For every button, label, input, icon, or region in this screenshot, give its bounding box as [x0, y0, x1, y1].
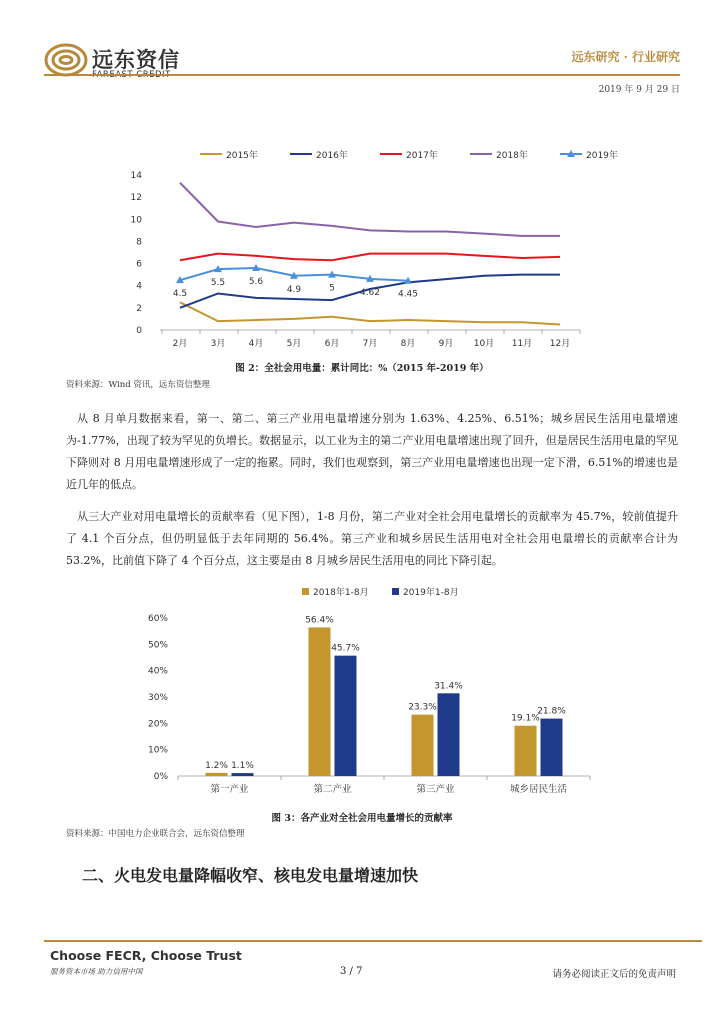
- y-tick-label: 30%: [147, 693, 168, 703]
- legend-label-2018年1-8月: 2018年1-8月: [313, 588, 369, 598]
- y-tick-label: 40%: [147, 666, 168, 677]
- bar-label: 45.7%: [331, 643, 360, 654]
- y-tick-label: 10: [130, 215, 142, 226]
- y-tick-label: 8: [136, 237, 142, 248]
- figure2-source: 资料来源：Wind 资讯，远东资信整理: [66, 380, 210, 390]
- series-line-2015年: [180, 302, 560, 324]
- bar-2019年1-8月: [232, 773, 254, 776]
- figure3-source: 资料来源：中国电力企业联合会，远东资信整理: [66, 829, 245, 839]
- footer-slogan: Choose FECR, Choose Trust: [50, 948, 242, 963]
- y-tick-label: 6: [136, 259, 142, 270]
- header-divider: [44, 74, 680, 76]
- legend-label-2019年1-8月: 2019年1-8月: [403, 588, 459, 598]
- legend-swatch-2019年1-8月: [392, 588, 399, 595]
- x-tick-label: 8月: [400, 339, 416, 349]
- bar-2019年1-8月: [335, 656, 357, 776]
- data-label: 4.45: [397, 289, 419, 300]
- x-tick-label: 2月: [172, 339, 188, 349]
- legend-label-2019年: 2019年: [586, 151, 618, 161]
- x-tick-label: 第三产业: [416, 784, 455, 795]
- bar-2019年1-8月: [541, 719, 563, 776]
- x-tick-label: 第一产业: [210, 784, 249, 795]
- data-label: 4.62: [359, 287, 381, 298]
- bar-2018年1-8月: [412, 715, 434, 776]
- y-tick-label: 0%: [153, 772, 168, 782]
- bar-label: 56.4%: [305, 615, 334, 626]
- bar-label: 1.1%: [231, 761, 254, 772]
- legend-label-2015年: 2015年: [226, 151, 258, 161]
- y-tick-label: 14: [130, 171, 142, 181]
- bar-2019年1-8月: [438, 693, 460, 776]
- bar-2018年1-8月: [309, 627, 331, 776]
- x-tick-label: 第二产业: [313, 784, 352, 795]
- data-label: 4.5: [172, 289, 188, 300]
- data-label: 5.6: [248, 277, 264, 287]
- x-tick-label: 9月: [438, 339, 454, 349]
- legend-swatch-2018年1-8月: [302, 588, 309, 595]
- y-tick-label: 10%: [147, 745, 168, 756]
- y-tick-label: 12: [130, 193, 142, 204]
- x-tick-label: 5月: [286, 339, 302, 349]
- bar-label: 1.2%: [205, 760, 228, 771]
- paragraph-2: 从三大产业对用电量增长的贡献率看（见下图），1-8 月份，第二产业对全社会用电量增长的贡献率为 45.7%，较前值提升了 4.1 个百分点，但仍明显低于去年同期的 56.4%。第三产业和城乡居民生活用电对全社会用电量增长的贡献率合计为 53.2%，比前值下降了 4 个百分点，这主要是由 8 月城乡居民生活用电的同比下降引起。: [66, 510, 678, 567]
- bar-2018年1-8月: [515, 726, 537, 776]
- brand-name: 远东资信: [92, 48, 180, 72]
- x-tick-label: 4月: [248, 339, 264, 349]
- bar-label: 21.8%: [537, 706, 566, 717]
- figure3-caption: 图 3：各产业对全社会用电量增长的贡献率: [271, 813, 453, 824]
- y-tick-label: 20%: [147, 719, 168, 730]
- paragraph-1: 从 8 月单月数据来看，第一、第二、第三产业用电量增速分别为 1.63%、4.25%、6.51%；城乡居民生活用电量增速为-1.77%，出现了较为罕见的负增长。数据显示，以工业为主的第二产业用电量增速出现了回升，但是居民生活用电量的罕见下降则对 8 月用电量增速形成了一定的拖累。同时，我们也观察到，第三产业用电量增速也出现一定下滑，6.51%的增速也是近几年的低点。: [66, 412, 678, 491]
- y-tick-label: 50%: [147, 640, 168, 651]
- data-label: 5.5: [210, 278, 226, 289]
- legend-label-2017年: 2017年: [406, 151, 438, 161]
- data-label: 5: [329, 283, 335, 294]
- footer-tagline: 服务资本市场 助力信用中国: [50, 967, 143, 976]
- y-tick-label: 0: [136, 326, 142, 336]
- brand-logo-icon: [44, 42, 88, 78]
- y-tick-label: 4: [136, 281, 142, 292]
- y-tick-label: 2: [136, 303, 142, 314]
- bar-label: 19.1%: [511, 713, 540, 724]
- x-tick-label: 7月: [362, 339, 378, 349]
- bar-chart-contribution: [130, 580, 600, 805]
- footer-disclaimer: 请务必阅读正文后的免责声明: [552, 969, 676, 980]
- x-tick-label: 3月: [210, 339, 226, 349]
- line-chart-electricity: [130, 140, 618, 355]
- legend-label-2016年: 2016年: [316, 151, 348, 161]
- series-line-2017年: [180, 254, 560, 261]
- x-tick-label: 10月: [473, 339, 495, 349]
- x-tick-label: 12月: [549, 339, 571, 349]
- legend-label-2018年: 2018年: [496, 151, 528, 161]
- bar-label: 31.4%: [434, 681, 463, 692]
- x-tick-label: 城乡居民生活: [509, 784, 568, 795]
- x-tick-label: 6月: [324, 339, 340, 349]
- footer-divider: [44, 940, 702, 942]
- report-date: 2019 年 9 月 29 日: [598, 85, 680, 95]
- x-tick-label: 11月: [511, 339, 533, 349]
- page-number: 3 / 7: [340, 966, 363, 977]
- data-label: 4.9: [286, 284, 302, 295]
- report-section-label: 远东研究 · 行业研究: [571, 50, 680, 64]
- bar-2018年1-8月: [206, 773, 228, 776]
- y-tick-label: 60%: [147, 614, 168, 624]
- figure2-caption: 图 2：全社会用电量：累计同比：%（2015 年-2019 年）: [235, 363, 489, 374]
- section-title: 二、火电发电量降幅收窄、核电发电量增速加快: [82, 866, 419, 885]
- bar-label: 23.3%: [408, 702, 437, 713]
- series-line-2018年: [180, 183, 560, 236]
